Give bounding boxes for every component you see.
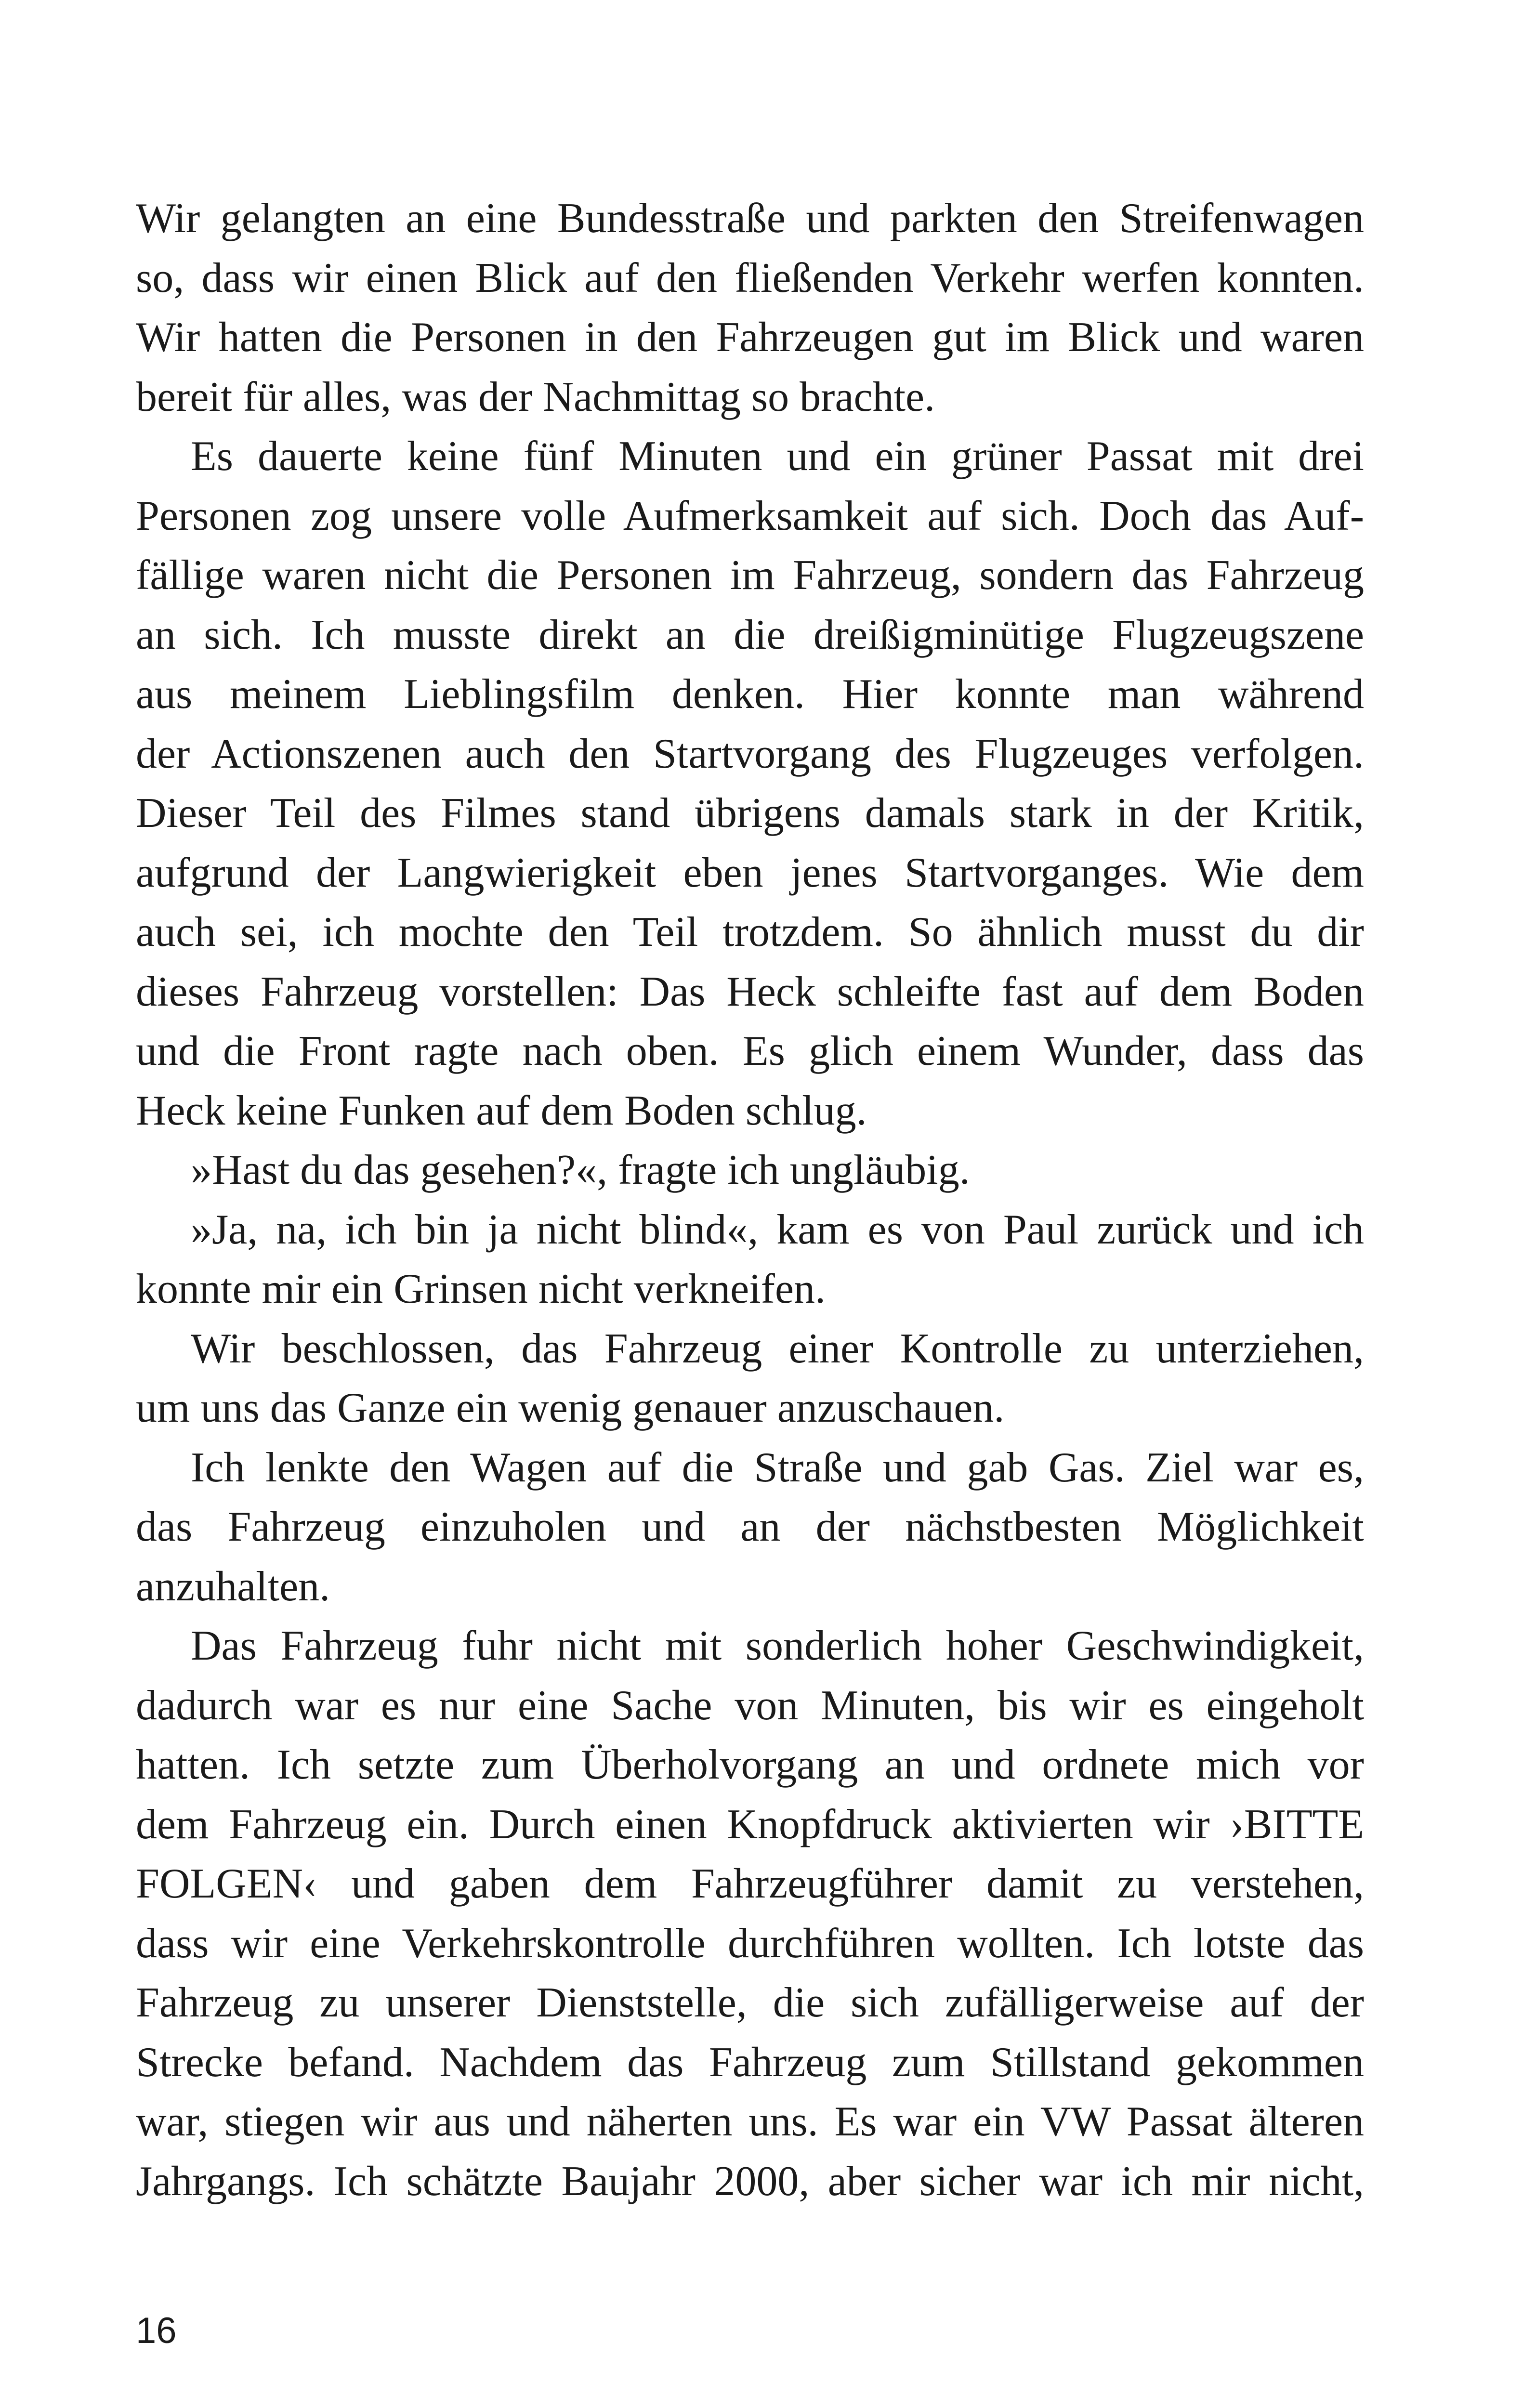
paragraph: [136, 427, 1364, 1140]
text-line: dem Fahrzeug ein. Durch einen Knopfdruck aktivierten wir ›BITTE: [136, 1801, 1364, 1848]
text-line: war, stiegen wir aus und näherten uns. Es war ein VW Passat älteren: [136, 2098, 1364, 2145]
paragraph: [136, 189, 1364, 427]
text-line: fällige waren nicht die Personen im Fahrzeug, sondern das Fahrzeug: [136, 552, 1364, 599]
text-line: »Hast du das gesehen?«, fragte ich ungläubig.: [191, 1147, 970, 1193]
page-number: 16: [136, 2310, 177, 2351]
paragraph: [136, 1438, 1364, 1617]
text-line: Wir beschlossen, das Fahrzeug einer Kontrolle zu unterziehen,: [191, 1325, 1364, 1372]
text-line: hatten. Ich setzte zum Überholvorgang an und ordnete mich vor: [136, 1741, 1364, 1788]
text-line: bereit für alles, was der Nachmittag so brachte.: [136, 373, 935, 420]
text-line: Strecke befand. Nachdem das Fahrzeug zum Stillstand gekommen: [136, 2039, 1364, 2086]
text-line: Wir hatten die Personen in den Fahrzeugen gut im Blick und waren: [136, 314, 1364, 361]
text-line: Dieser Teil des Filmes stand übrigens damals stark in der Kritik,: [136, 790, 1364, 837]
text-line: an sich. Ich musste direkt an die dreißigminütige Flugzeugszene: [136, 611, 1364, 658]
text-line: aufgrund der Langwierigkeit eben jenes Startvorganges. Wie dem: [136, 849, 1364, 896]
text-line: Es dauerte keine fünf Minuten und ein grüner Passat mit drei: [191, 433, 1364, 480]
text-line: Personen zog unsere volle Aufmerksamkeit auf sich. Doch das Auf-: [136, 492, 1364, 539]
text-line: Das Fahrzeug fuhr nicht mit sonderlich hoher Geschwindigkeit,: [191, 1623, 1364, 1669]
text-line: und die Front ragte nach oben. Es glich einem Wunder, dass das: [136, 1028, 1364, 1074]
text-line: konnte mir ein Grinsen nicht verkneifen.: [136, 1266, 826, 1312]
text-line: das Fahrzeug einzuholen und an der nächstbesten Möglichkeit: [136, 1504, 1364, 1550]
text-line: Ich lenkte den Wagen auf die Straße und gab Gas. Ziel war es,: [191, 1444, 1364, 1491]
text-line: dadurch war es nur eine Sache von Minuten, bis wir es eingeholt: [136, 1682, 1364, 1729]
text-line: so, dass wir einen Blick auf den fließenden Verkehr werfen konnten.: [136, 254, 1364, 301]
text-line: dass wir eine Verkehrskontrolle durchführen wollten. Ich lotste das: [136, 1920, 1364, 1967]
text-line: aus meinem Lieblingsfilm denken. Hier konnte man während: [136, 671, 1364, 718]
text-line: auch sei, ich mochte den Teil trotzdem. So ähnlich musst du dir: [136, 909, 1364, 955]
text-line: Jahrgangs. Ich schätzte Baujahr 2000, aber sicher war ich mir nicht,: [136, 2158, 1364, 2205]
text-line: Heck keine Funken auf dem Boden schlug.: [136, 1087, 867, 1134]
text-line: FOLGEN‹ und gaben dem Fahrzeugführer damit zu verstehen,: [136, 1860, 1364, 1907]
text-line: Wir gelangten an eine Bundesstraße und parkten den Streifenwagen: [136, 195, 1364, 242]
text-line: der Actionszenen auch den Startvorgang des Flugzeuges verfolgen.: [136, 730, 1364, 777]
text-line: anzuhalten.: [136, 1563, 330, 1610]
paragraph: [136, 1616, 1364, 2211]
text-line: Fahrzeug zu unserer Dienststelle, die sich zufälligerweise auf der: [136, 1979, 1364, 2026]
text-line: um uns das Ganze ein wenig genauer anzuschauen.: [136, 1385, 1005, 1431]
text-line: dieses Fahrzeug vorstellen: Das Heck schleifte fast auf dem Boden: [136, 968, 1364, 1015]
body-text: [136, 189, 1364, 2211]
paragraph: [136, 1200, 1364, 1319]
paragraph: [136, 1140, 1364, 1200]
paragraph: [136, 1319, 1364, 1438]
text-line: »Ja, na, ich bin ja nicht blind«, kam es von Paul zurück und ich: [191, 1206, 1364, 1253]
